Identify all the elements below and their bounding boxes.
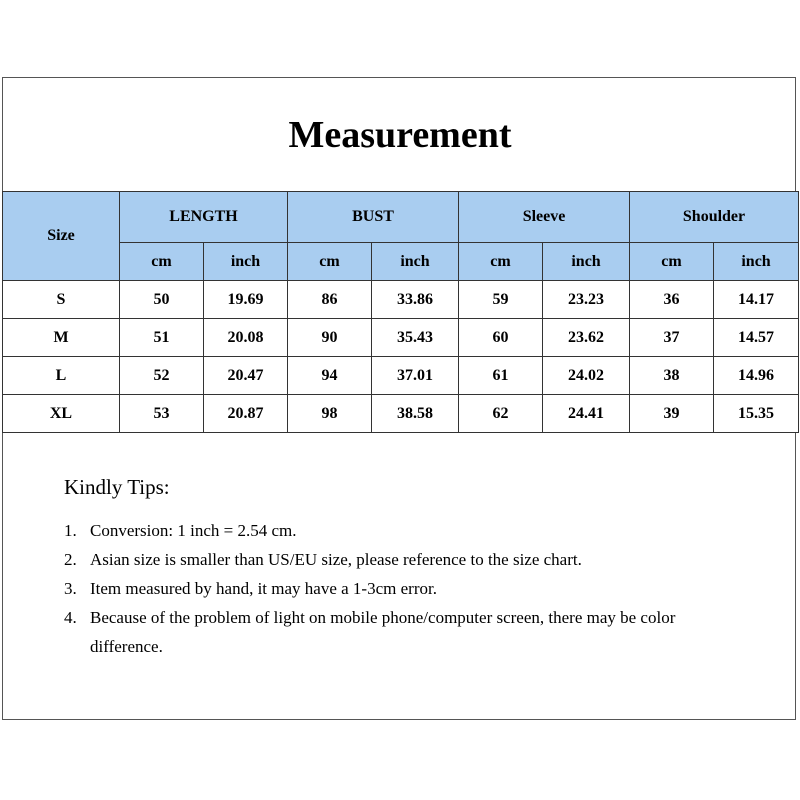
unit-header: cm [459,243,543,281]
list-number: 1. [64,521,77,540]
list-item [64,545,744,574]
table-cell: 98 [288,395,372,433]
table-cell: 35.43 [372,319,459,357]
table-cell: 39 [630,395,714,433]
unit-header: cm [288,243,372,281]
table-cell: 20.87 [204,395,288,433]
tip-text: Item measured by hand, it may have a 1-3cm error. [90,579,437,598]
shoulder-header: Shoulder [630,192,799,243]
table-cell: 61 [459,357,543,395]
table-row [3,395,799,433]
table-cell: 14.96 [714,357,799,395]
tip-text: Conversion: 1 inch = 2.54 cm. [90,521,297,540]
table-cell: 90 [288,319,372,357]
table-row [3,357,799,395]
table-cell: 23.23 [543,281,630,319]
size-cell: M [3,319,120,357]
bust-header: BUST [288,192,459,243]
table-cell: 24.41 [543,395,630,433]
table-cell: 37 [630,319,714,357]
table-cell: 38 [630,357,714,395]
length-header: LENGTH [120,192,288,243]
list-item [64,603,744,661]
tips-title: Kindly Tips: [64,475,170,499]
size-cell: S [3,281,120,319]
page-title: Measurement [288,114,512,156]
table-cell: 38.58 [372,395,459,433]
table-cell: 36 [630,281,714,319]
table-cell: 51 [120,319,204,357]
table-cell: 94 [288,357,372,395]
table-cell: 20.47 [204,357,288,395]
list-number: 2. [64,550,77,569]
table-cell: 33.86 [372,281,459,319]
table-cell: 23.62 [543,319,630,357]
table-cell: 59 [459,281,543,319]
table-cell: 37.01 [372,357,459,395]
unit-header: cm [630,243,714,281]
size-header: Size [3,192,120,281]
table-cell: 60 [459,319,543,357]
list-item [64,516,744,545]
table-cell: 50 [120,281,204,319]
table-cell: 14.57 [714,319,799,357]
tip-text: Because of the problem of light on mobile phone/computer screen, there may be color difference. [90,608,676,656]
table-cell: 53 [120,395,204,433]
tips-list [64,516,744,661]
sleeve-header: Sleeve [459,192,630,243]
unit-header: cm [120,243,204,281]
tip-text: Asian size is smaller than US/EU size, please reference to the size chart. [90,550,582,569]
table-cell: 14.17 [714,281,799,319]
table-row [3,281,799,319]
table-cell: 19.69 [204,281,288,319]
list-number: 4. [64,608,77,627]
table-cell: 24.02 [543,357,630,395]
table-cell: 86 [288,281,372,319]
size-cell: L [3,357,120,395]
list-item [64,574,744,603]
table-row [3,319,799,357]
table-cell: 52 [120,357,204,395]
unit-header: inch [372,243,459,281]
list-number: 3. [64,579,77,598]
size-chart-table [2,191,799,433]
size-cell: XL [3,395,120,433]
unit-header: inch [543,243,630,281]
unit-header: inch [204,243,288,281]
table-cell: 62 [459,395,543,433]
unit-header: inch [714,243,799,281]
table-cell: 20.08 [204,319,288,357]
table-cell: 15.35 [714,395,799,433]
